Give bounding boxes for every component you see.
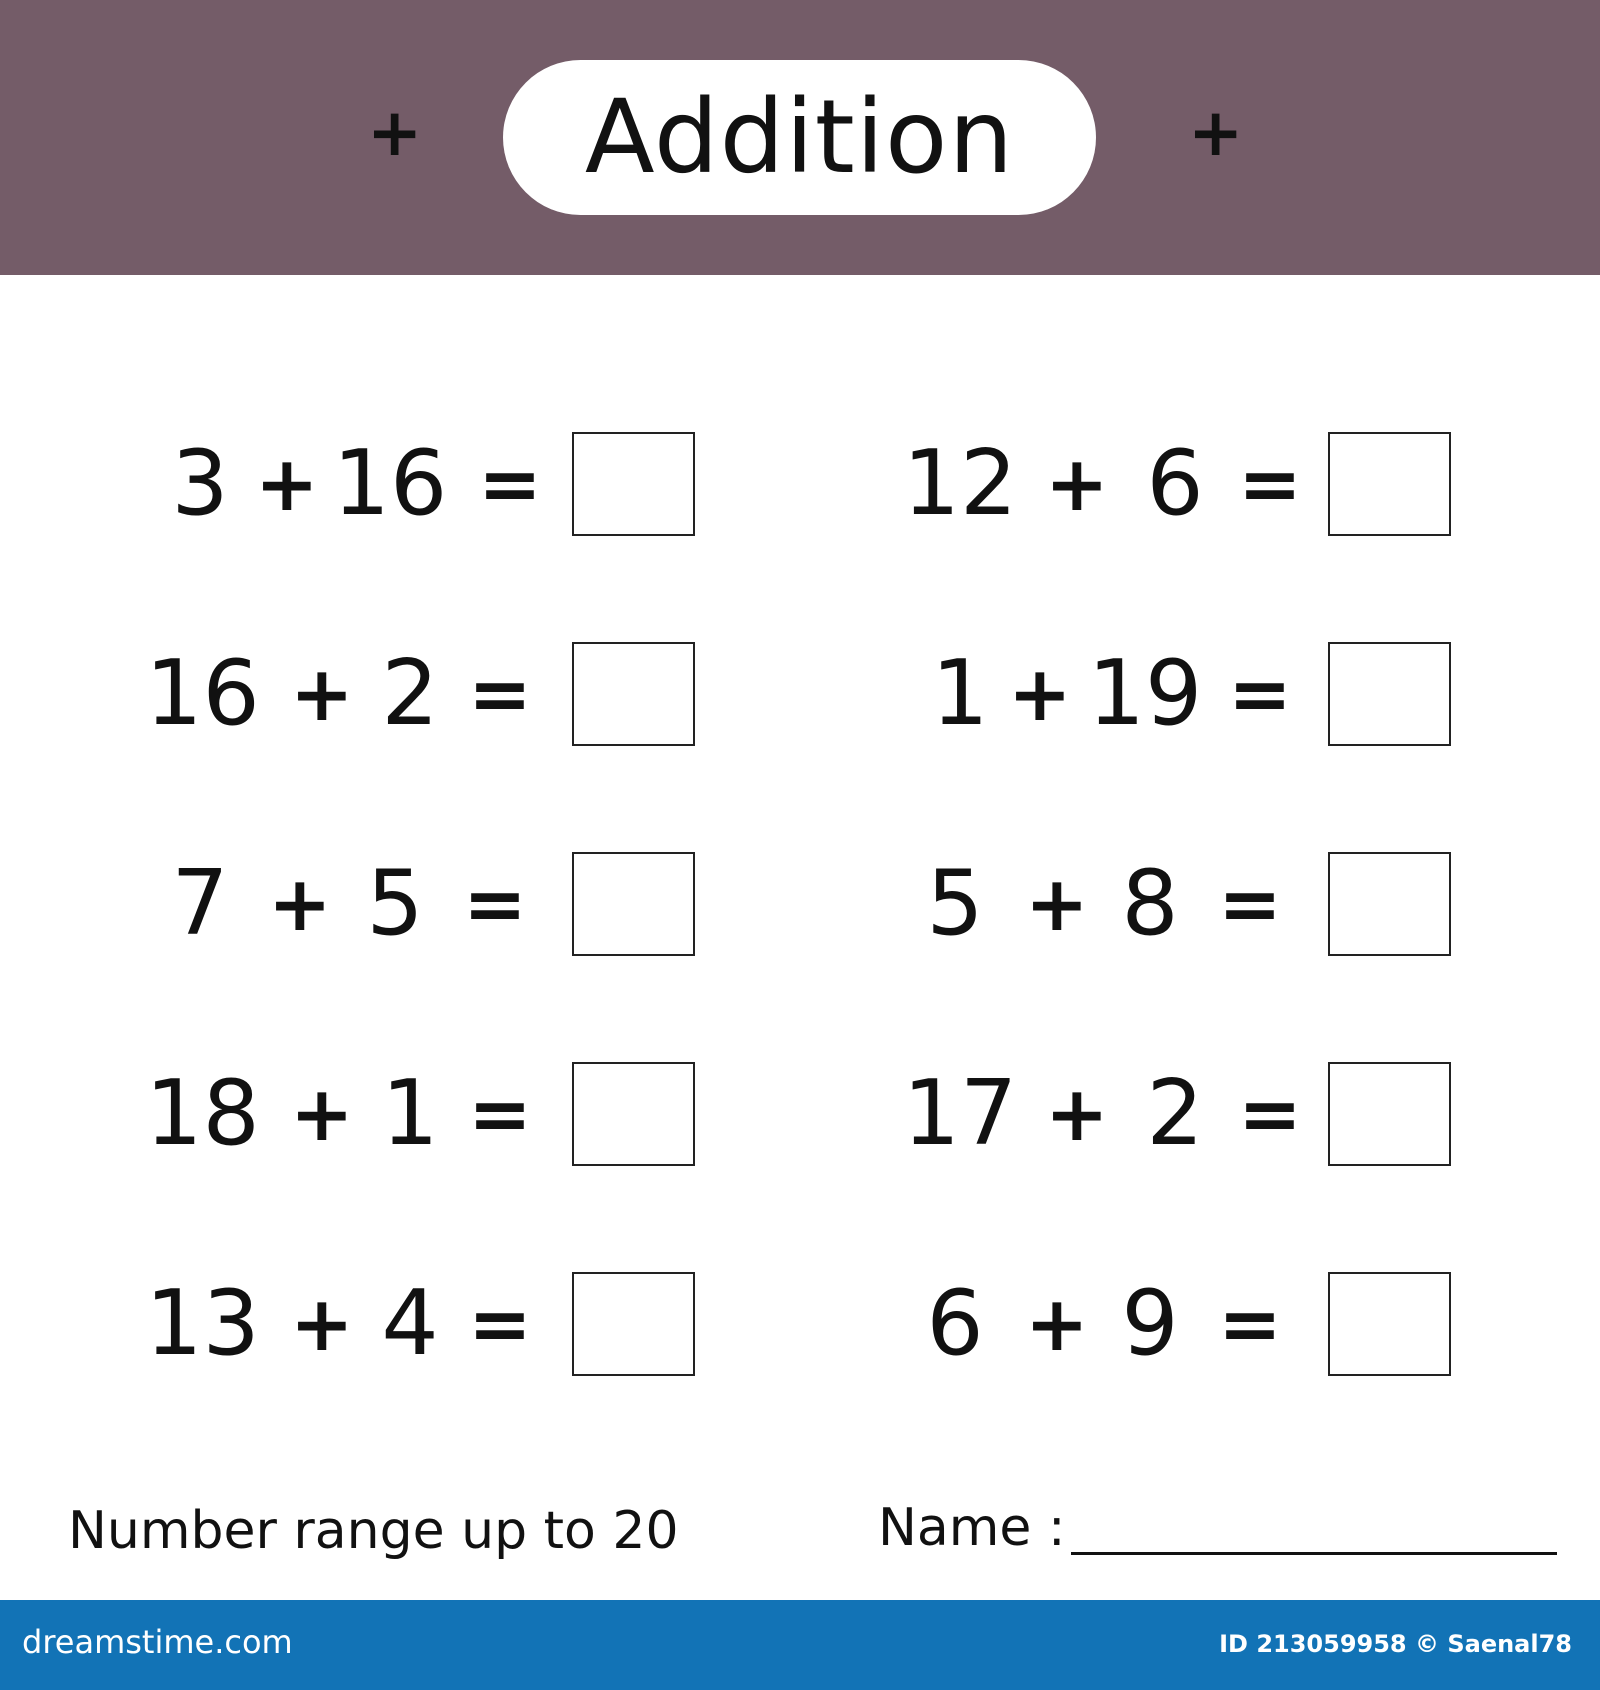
- addend-b: 6: [1146, 431, 1204, 536]
- problem-3: [0, 642, 700, 746]
- answer-box[interactable]: [572, 432, 695, 536]
- plus-operator: +: [1045, 439, 1109, 528]
- plus-operator: +: [1045, 1069, 1109, 1158]
- answer-box[interactable]: [1328, 1272, 1451, 1376]
- equals-sign: =: [463, 859, 527, 948]
- brand-logo: dreamstime.com: [22, 1623, 293, 1661]
- addend-a: 17: [902, 1061, 1018, 1166]
- addend-b: 16: [332, 431, 448, 536]
- addend-a: 13: [145, 1271, 260, 1376]
- title-pill: [503, 60, 1096, 215]
- answer-box[interactable]: [1328, 642, 1451, 746]
- answer-box[interactable]: [572, 1272, 695, 1376]
- plus-operator: +: [1025, 1279, 1089, 1368]
- equals-sign: =: [1218, 1279, 1282, 1368]
- problem-7: [0, 1062, 700, 1166]
- answer-box[interactable]: [572, 852, 695, 956]
- image-id-credit: ID 213059958 © Saenal78: [1219, 1630, 1572, 1658]
- problem-1: [0, 432, 700, 536]
- addend-b: 9: [1121, 1271, 1179, 1376]
- problem-10: [800, 1272, 1500, 1376]
- equals-sign: =: [478, 439, 542, 528]
- equals-sign: =: [1238, 439, 1302, 528]
- plus-operator: +: [1025, 859, 1089, 948]
- watermark-bar: [0, 1600, 1600, 1690]
- addend-a: 7: [171, 851, 229, 956]
- addend-b: 2: [1146, 1061, 1204, 1166]
- equals-sign: =: [468, 1279, 532, 1368]
- plus-operator: +: [255, 439, 319, 528]
- addend-b: 5: [366, 851, 424, 956]
- worksheet-title: Addition: [584, 77, 1015, 197]
- name-input-line[interactable]: [1071, 1552, 1557, 1555]
- plus-operator: +: [290, 649, 354, 738]
- equals-sign: =: [468, 649, 532, 738]
- addend-a: 1: [931, 641, 989, 746]
- plus-operator: +: [1008, 649, 1072, 738]
- addend-a: 18: [145, 1061, 260, 1166]
- addend-a: 16: [145, 641, 260, 746]
- addend-b: 1: [381, 1061, 439, 1166]
- addend-a: 5: [926, 851, 984, 956]
- equals-sign: =: [1228, 649, 1292, 738]
- plus-operator: +: [290, 1279, 354, 1368]
- answer-box[interactable]: [572, 1062, 695, 1166]
- problem-4: [800, 642, 1500, 746]
- plus-operator: +: [290, 1069, 354, 1158]
- addend-a: 6: [926, 1271, 984, 1376]
- addend-b: 2: [381, 641, 439, 746]
- plus-left-icon: +: [367, 94, 423, 171]
- addend-b: 8: [1121, 851, 1179, 956]
- addend-a: 12: [902, 431, 1018, 536]
- problem-6: [800, 852, 1500, 956]
- answer-box[interactable]: [1328, 852, 1451, 956]
- problem-9: [0, 1272, 700, 1376]
- plus-operator: +: [268, 859, 332, 948]
- answer-box[interactable]: [1328, 432, 1451, 536]
- problem-5: [0, 852, 700, 956]
- equals-sign: =: [1218, 859, 1282, 948]
- answer-box[interactable]: [1328, 1062, 1451, 1166]
- problem-2: [800, 432, 1500, 536]
- equals-sign: =: [1238, 1069, 1302, 1158]
- addend-b: 4: [381, 1271, 439, 1376]
- number-range-label: Number range up to 20: [68, 1501, 679, 1561]
- plus-right-icon: +: [1188, 94, 1244, 171]
- addend-b: 19: [1087, 641, 1203, 746]
- name-label: Name :: [878, 1498, 1066, 1558]
- equals-sign: =: [468, 1069, 532, 1158]
- addend-a: 3: [171, 431, 229, 536]
- answer-box[interactable]: [572, 642, 695, 746]
- header-banner: [0, 0, 1600, 275]
- problem-8: [800, 1062, 1500, 1166]
